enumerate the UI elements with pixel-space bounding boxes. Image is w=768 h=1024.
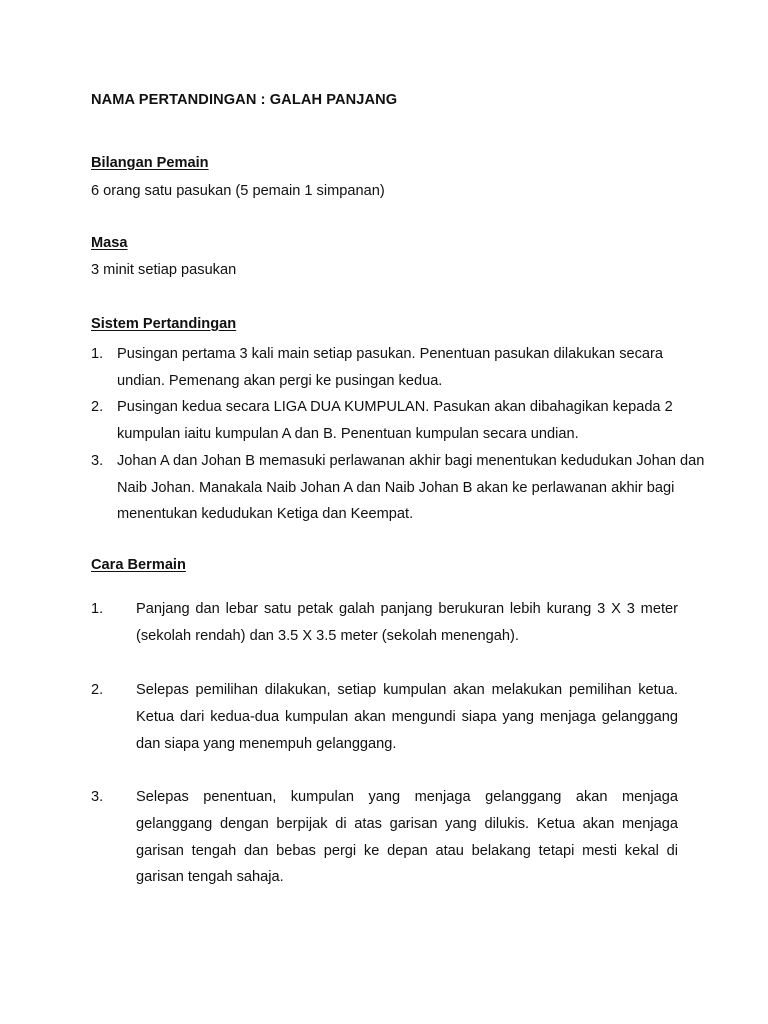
list-text: Selepas penentuan, kumpulan yang menjaga gelanggang akan menjaga gelanggang dengan berpijak di atas garisan yang dilukis. Ketua akan menjaga garisan tengah dan bebas pergi ke depan atau belakang tetapi mesti kekal di garisan tengah sahaja.	[136, 789, 678, 886]
list-number: 1.	[91, 601, 104, 617]
document-title: NAMA PERTANDINGAN : GALAH PANJANG	[91, 92, 398, 108]
text-masa: 3 minit setiap pasukan	[91, 262, 237, 278]
list-item	[91, 341, 707, 394]
text-bilangan-pemain: 6 orang satu pasukan (5 pemain 1 simpanan)	[91, 183, 385, 199]
list-text: Selepas pemilihan dilakukan, setiap kumpulan akan melakukan pemilihan ketua. Ketua dari kedua-dua kumpulan akan mengundi siapa yang menjaga gelanggang dan siapa yang menempuh gelanggang.	[136, 682, 678, 752]
heading-bilangan-pemain: Bilangan Pemain	[91, 155, 209, 171]
list-item	[91, 394, 707, 447]
heading-sistem-pertandingan: Sistem Pertandingan	[91, 316, 237, 332]
list-text: Pusingan pertama 3 kali main setiap pasukan. Penentuan pasukan dilakukan secara undian. Pemenang akan pergi ke pusingan kedua.	[117, 346, 663, 389]
list-text: Johan A dan Johan B memasuki perlawanan akhir bagi menentukan kedudukan Johan dan Naib Johan. Manakala Naib Johan A dan Naib Johan B akan ke perlawanan akhir bagi menentukan kedudukan Ketiga dan Keempat.	[117, 452, 705, 523]
sistem-pertandingan-list	[91, 341, 705, 528]
list-number: 3.	[91, 452, 104, 469]
list-number: 2.	[91, 399, 104, 416]
list-number: 1.	[91, 346, 104, 362]
list-number: 2.	[91, 682, 104, 698]
list-text: Pusingan kedua secara LIGA DUA KUMPULAN. Pasukan akan dibahagikan kepada 2 kumpulan iaitu kumpulan A dan B. Penentuan kumpulan secara undian.	[117, 399, 673, 443]
list-item	[91, 448, 707, 528]
heading-masa: Masa	[91, 235, 128, 251]
heading-cara-bermain: Cara Bermain	[91, 557, 186, 573]
list-number: 3.	[91, 789, 104, 805]
list-text: Panjang dan lebar satu petak galah panjang berukuran lebih kurang 3 X 3 meter (sekolah rendah) dan 3.5 X 3.5 meter (sekolah menengah).	[136, 601, 678, 644]
